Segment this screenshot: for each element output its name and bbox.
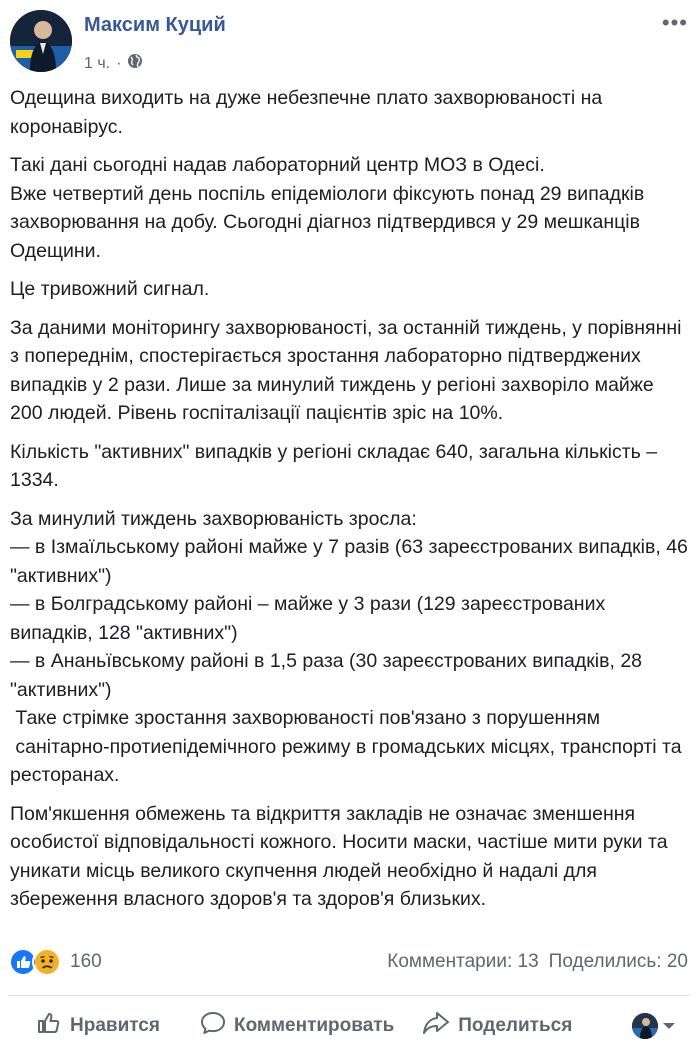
reactions-bar [8,946,688,978]
reaction-count[interactable]: 160 [70,951,102,972]
post-paragraph: За даними моніторингу захворюваності, за останній тиждень, у порівнянні з попереднім, спостерігається зростання лабораторно підтверджених випадків у 2 рази. Лише за минулий тиждень у регіоні захворіло майже 200 людей. Рівень госпіталізації пацієнтів зріс на 10%. [10,316,687,424]
share-label: Поделиться [458,1015,573,1036]
thumbs-up-icon [36,1010,62,1042]
shares-count[interactable]: Поделились: 20 [548,951,688,972]
post-paragraph: Кількість "активних" випадків у регіоні складає 640, загальна кількість – 1334. [10,440,663,491]
post-paragraph: За минулий тиждень захворюваність зросла: — в Ізмаїльському районі майже у 7 разів (63 зареєстрованих випадків, 46 "активних") — в Болградському районі – майже у 3 рази (129 зареєстрованих випадків, 128 "активних") — в Ананьївському районі в 1,5 раза (30 зареєстрованих випадків, 28 "активних") Таке стрімке зростання захворюваності пов'язано з порушенням санітарно-протиепідемічного режиму в громадських місцях, транспорті та ресторанах. [10,507,688,786]
comment-label: Комментировать [233,1015,395,1036]
comment-icon [200,1010,226,1042]
post-paragraph: Пом'якшення обмежень та відкриття закладів не означає зменшення особистої відповідальності кожного. Носити маски, частіше мити руки та уникати місць великого скупчення людей необхідно й надалі для збереження власного здоров'я та здоров'я близьких. [10,802,673,910]
comment-button[interactable] [200,1010,394,1042]
comments-count[interactable]: Комментарии: 13 [387,951,539,972]
audience-avatar [632,1013,658,1039]
globe-icon [127,53,143,74]
post-paragraph: Такі дані сьогодні надав лабораторний центр МОЗ в Одесі. Вже четвертий день поспіль епідеміологи фіксують понад 29 випадків захворювання на добу. Сьогодні діагноз підтвердився у 29 мешканців Одещини. [10,154,645,262]
post-stats [387,951,688,973]
post-header [10,10,688,72]
reaction-icons[interactable] [8,947,56,977]
author-name[interactable]: Максим Куций [84,14,226,36]
post-paragraph: Одещина виходить на дуже небезпечне плато захворюваності на коронавірус. [10,87,608,138]
author-avatar[interactable] [10,10,72,72]
like-button[interactable] [36,1010,160,1042]
divider [8,995,690,996]
post-paragraph: Це тривожний сигнал. [10,278,210,300]
action-bar [8,1004,690,1048]
meta-separator: · [116,54,122,72]
share-icon [422,1010,450,1042]
share-button[interactable] [422,1010,572,1042]
more-options-icon[interactable]: ••• [661,10,688,35]
audience-selector[interactable] [632,1013,676,1039]
post-text [10,84,690,924]
post-meta [84,53,143,74]
sad-reaction-icon [32,947,62,977]
like-label: Нравится [70,1015,160,1036]
post-time[interactable]: 1 ч. [84,54,111,72]
chevron-down-icon [662,1015,676,1037]
